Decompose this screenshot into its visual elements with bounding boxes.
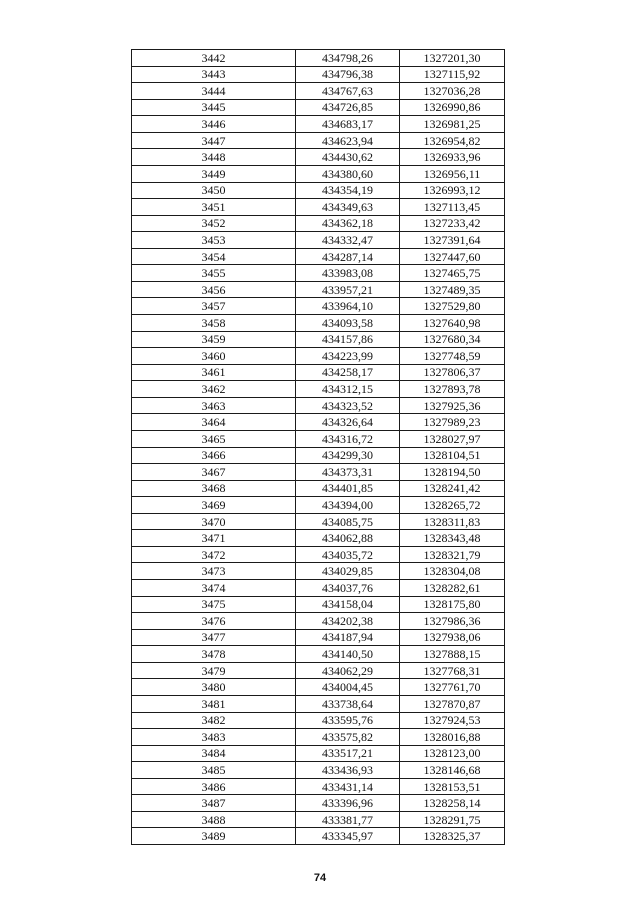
y-coordinate-cell: 1327989,23 (400, 414, 505, 431)
point-number-cell: 3479 (132, 662, 296, 679)
x-coordinate-cell: 434157,86 (296, 331, 400, 348)
x-coordinate-cell: 434158,04 (296, 596, 400, 613)
x-coordinate-cell: 434287,14 (296, 248, 400, 265)
y-coordinate-cell: 1328321,79 (400, 546, 505, 563)
point-number-cell: 3473 (132, 563, 296, 580)
point-number-cell: 3443 (132, 66, 296, 83)
table-row (132, 331, 505, 348)
y-coordinate-cell: 1327115,92 (400, 66, 505, 83)
point-number-cell: 3459 (132, 331, 296, 348)
page-number: 74 (313, 872, 327, 884)
point-number-cell: 3489 (132, 828, 296, 845)
y-coordinate-cell: 1328153,51 (400, 778, 505, 795)
y-coordinate-cell: 1327870,87 (400, 695, 505, 712)
x-coordinate-cell: 433431,14 (296, 778, 400, 795)
x-coordinate-cell: 433983,08 (296, 265, 400, 282)
table-row (132, 596, 505, 613)
y-coordinate-cell: 1328104,51 (400, 447, 505, 464)
y-coordinate-cell: 1327986,36 (400, 613, 505, 630)
y-coordinate-cell: 1328311,83 (400, 513, 505, 530)
table-row (132, 149, 505, 166)
point-number-cell: 3458 (132, 315, 296, 332)
y-coordinate-cell: 1327761,70 (400, 679, 505, 696)
coordinates-table-body (132, 50, 505, 845)
table-row (132, 745, 505, 762)
y-coordinate-cell: 1328175,80 (400, 596, 505, 613)
table-row (132, 712, 505, 729)
y-coordinate-cell: 1327893,78 (400, 381, 505, 398)
y-coordinate-cell: 1327888,15 (400, 646, 505, 663)
table-row (132, 66, 505, 83)
y-coordinate-cell: 1327640,98 (400, 315, 505, 332)
x-coordinate-cell: 434430,62 (296, 149, 400, 166)
table-row (132, 480, 505, 497)
point-number-cell: 3477 (132, 629, 296, 646)
y-coordinate-cell: 1327529,80 (400, 298, 505, 315)
x-coordinate-cell: 433345,97 (296, 828, 400, 845)
y-coordinate-cell: 1327938,06 (400, 629, 505, 646)
table-row (132, 497, 505, 514)
y-coordinate-cell: 1327036,28 (400, 83, 505, 100)
point-number-cell: 3468 (132, 480, 296, 497)
point-number-cell: 3488 (132, 811, 296, 828)
y-coordinate-cell: 1328325,37 (400, 828, 505, 845)
point-number-cell: 3485 (132, 762, 296, 779)
y-coordinate-cell: 1326981,25 (400, 116, 505, 133)
point-number-cell: 3476 (132, 613, 296, 630)
point-number-cell: 3481 (132, 695, 296, 712)
point-number-cell: 3455 (132, 265, 296, 282)
y-coordinate-cell: 1327201,30 (400, 50, 505, 67)
table-row (132, 546, 505, 563)
y-coordinate-cell: 1328194,50 (400, 464, 505, 481)
point-number-cell: 3460 (132, 348, 296, 365)
point-number-cell: 3472 (132, 546, 296, 563)
table-row (132, 348, 505, 365)
point-number-cell: 3451 (132, 199, 296, 216)
table-row (132, 298, 505, 315)
table-row (132, 364, 505, 381)
table-row (132, 762, 505, 779)
table-row (132, 778, 505, 795)
table-row (132, 132, 505, 149)
x-coordinate-cell: 434623,94 (296, 132, 400, 149)
point-number-cell: 3464 (132, 414, 296, 431)
y-coordinate-cell: 1327806,37 (400, 364, 505, 381)
point-number-cell: 3462 (132, 381, 296, 398)
x-coordinate-cell: 433957,21 (296, 281, 400, 298)
x-coordinate-cell: 434326,64 (296, 414, 400, 431)
x-coordinate-cell: 434767,63 (296, 83, 400, 100)
x-coordinate-cell: 434140,50 (296, 646, 400, 663)
table-row (132, 729, 505, 746)
x-coordinate-cell: 434380,60 (296, 165, 400, 182)
x-coordinate-cell: 434349,63 (296, 199, 400, 216)
table-row (132, 199, 505, 216)
y-coordinate-cell: 1326993,12 (400, 182, 505, 199)
table-row (132, 99, 505, 116)
point-number-cell: 3446 (132, 116, 296, 133)
table-row (132, 629, 505, 646)
point-number-cell: 3466 (132, 447, 296, 464)
x-coordinate-cell: 433396,96 (296, 795, 400, 812)
table-row (132, 811, 505, 828)
y-coordinate-cell: 1327748,59 (400, 348, 505, 365)
x-coordinate-cell: 434401,85 (296, 480, 400, 497)
y-coordinate-cell: 1328304,08 (400, 563, 505, 580)
y-coordinate-cell: 1327447,60 (400, 248, 505, 265)
table-row (132, 414, 505, 431)
table-row (132, 116, 505, 133)
point-number-cell: 3467 (132, 464, 296, 481)
x-coordinate-cell: 434187,94 (296, 629, 400, 646)
table-row (132, 679, 505, 696)
y-coordinate-cell: 1327233,42 (400, 215, 505, 232)
x-coordinate-cell: 433436,93 (296, 762, 400, 779)
table-row (132, 795, 505, 812)
table-row (132, 464, 505, 481)
y-coordinate-cell: 1327768,31 (400, 662, 505, 679)
coordinates-table (131, 49, 505, 845)
point-number-cell: 3461 (132, 364, 296, 381)
point-number-cell: 3486 (132, 778, 296, 795)
table-row (132, 232, 505, 249)
x-coordinate-cell: 433381,77 (296, 811, 400, 828)
x-coordinate-cell: 434035,72 (296, 546, 400, 563)
point-number-cell: 3457 (132, 298, 296, 315)
table-row (132, 662, 505, 679)
point-number-cell: 3482 (132, 712, 296, 729)
x-coordinate-cell: 434299,30 (296, 447, 400, 464)
table-row (132, 397, 505, 414)
x-coordinate-cell: 434258,17 (296, 364, 400, 381)
x-coordinate-cell: 434223,99 (296, 348, 400, 365)
y-coordinate-cell: 1328265,72 (400, 497, 505, 514)
point-number-cell: 3480 (132, 679, 296, 696)
x-coordinate-cell: 434202,38 (296, 613, 400, 630)
table-row (132, 580, 505, 597)
y-coordinate-cell: 1326956,11 (400, 165, 505, 182)
y-coordinate-cell: 1327391,64 (400, 232, 505, 249)
table-row (132, 828, 505, 845)
table-row (132, 83, 505, 100)
point-number-cell: 3452 (132, 215, 296, 232)
point-number-cell: 3445 (132, 99, 296, 116)
table-row (132, 613, 505, 630)
y-coordinate-cell: 1328291,75 (400, 811, 505, 828)
x-coordinate-cell: 434312,15 (296, 381, 400, 398)
table-row (132, 50, 505, 67)
x-coordinate-cell: 433517,21 (296, 745, 400, 762)
point-number-cell: 3465 (132, 430, 296, 447)
table-row (132, 265, 505, 282)
y-coordinate-cell: 1328027,97 (400, 430, 505, 447)
x-coordinate-cell: 433575,82 (296, 729, 400, 746)
y-coordinate-cell: 1328241,42 (400, 480, 505, 497)
x-coordinate-cell: 433595,76 (296, 712, 400, 729)
x-coordinate-cell: 434029,85 (296, 563, 400, 580)
y-coordinate-cell: 1326954,82 (400, 132, 505, 149)
x-coordinate-cell: 434362,18 (296, 215, 400, 232)
point-number-cell: 3444 (132, 83, 296, 100)
y-coordinate-cell: 1328343,48 (400, 530, 505, 547)
table-row (132, 430, 505, 447)
table-row (132, 281, 505, 298)
table-row (132, 563, 505, 580)
point-number-cell: 3470 (132, 513, 296, 530)
y-coordinate-cell: 1328123,00 (400, 745, 505, 762)
y-coordinate-cell: 1327924,53 (400, 712, 505, 729)
x-coordinate-cell: 434394,00 (296, 497, 400, 514)
point-number-cell: 3483 (132, 729, 296, 746)
table-row (132, 447, 505, 464)
x-coordinate-cell: 434683,17 (296, 116, 400, 133)
y-coordinate-cell: 1328258,14 (400, 795, 505, 812)
table-row (132, 165, 505, 182)
point-number-cell: 3484 (132, 745, 296, 762)
x-coordinate-cell: 434796,38 (296, 66, 400, 83)
point-number-cell: 3448 (132, 149, 296, 166)
x-coordinate-cell: 434085,75 (296, 513, 400, 530)
table-row (132, 215, 505, 232)
point-number-cell: 3475 (132, 596, 296, 613)
point-number-cell: 3454 (132, 248, 296, 265)
x-coordinate-cell: 434062,88 (296, 530, 400, 547)
y-coordinate-cell: 1327113,45 (400, 199, 505, 216)
point-number-cell: 3442 (132, 50, 296, 67)
x-coordinate-cell: 434726,85 (296, 99, 400, 116)
table-row (132, 530, 505, 547)
y-coordinate-cell: 1327925,36 (400, 397, 505, 414)
y-coordinate-cell: 1327465,75 (400, 265, 505, 282)
x-coordinate-cell: 433738,64 (296, 695, 400, 712)
x-coordinate-cell: 434323,52 (296, 397, 400, 414)
point-number-cell: 3471 (132, 530, 296, 547)
point-number-cell: 3487 (132, 795, 296, 812)
x-coordinate-cell: 434062,29 (296, 662, 400, 679)
table-row (132, 315, 505, 332)
x-coordinate-cell: 433964,10 (296, 298, 400, 315)
x-coordinate-cell: 434332,47 (296, 232, 400, 249)
x-coordinate-cell: 434373,31 (296, 464, 400, 481)
x-coordinate-cell: 434798,26 (296, 50, 400, 67)
point-number-cell: 3450 (132, 182, 296, 199)
point-number-cell: 3474 (132, 580, 296, 597)
y-coordinate-cell: 1326990,86 (400, 99, 505, 116)
point-number-cell: 3478 (132, 646, 296, 663)
table-row (132, 182, 505, 199)
x-coordinate-cell: 434093,58 (296, 315, 400, 332)
y-coordinate-cell: 1326933,96 (400, 149, 505, 166)
x-coordinate-cell: 434004,45 (296, 679, 400, 696)
x-coordinate-cell: 434354,19 (296, 182, 400, 199)
point-number-cell: 3453 (132, 232, 296, 249)
table-row (132, 646, 505, 663)
table-row (132, 248, 505, 265)
table-row (132, 381, 505, 398)
table-row (132, 513, 505, 530)
y-coordinate-cell: 1327680,34 (400, 331, 505, 348)
point-number-cell: 3449 (132, 165, 296, 182)
y-coordinate-cell: 1328282,61 (400, 580, 505, 597)
table-row (132, 695, 505, 712)
y-coordinate-cell: 1328016,88 (400, 729, 505, 746)
point-number-cell: 3456 (132, 281, 296, 298)
point-number-cell: 3469 (132, 497, 296, 514)
x-coordinate-cell: 434037,76 (296, 580, 400, 597)
y-coordinate-cell: 1327489,35 (400, 281, 505, 298)
point-number-cell: 3447 (132, 132, 296, 149)
y-coordinate-cell: 1328146,68 (400, 762, 505, 779)
point-number-cell: 3463 (132, 397, 296, 414)
x-coordinate-cell: 434316,72 (296, 430, 400, 447)
